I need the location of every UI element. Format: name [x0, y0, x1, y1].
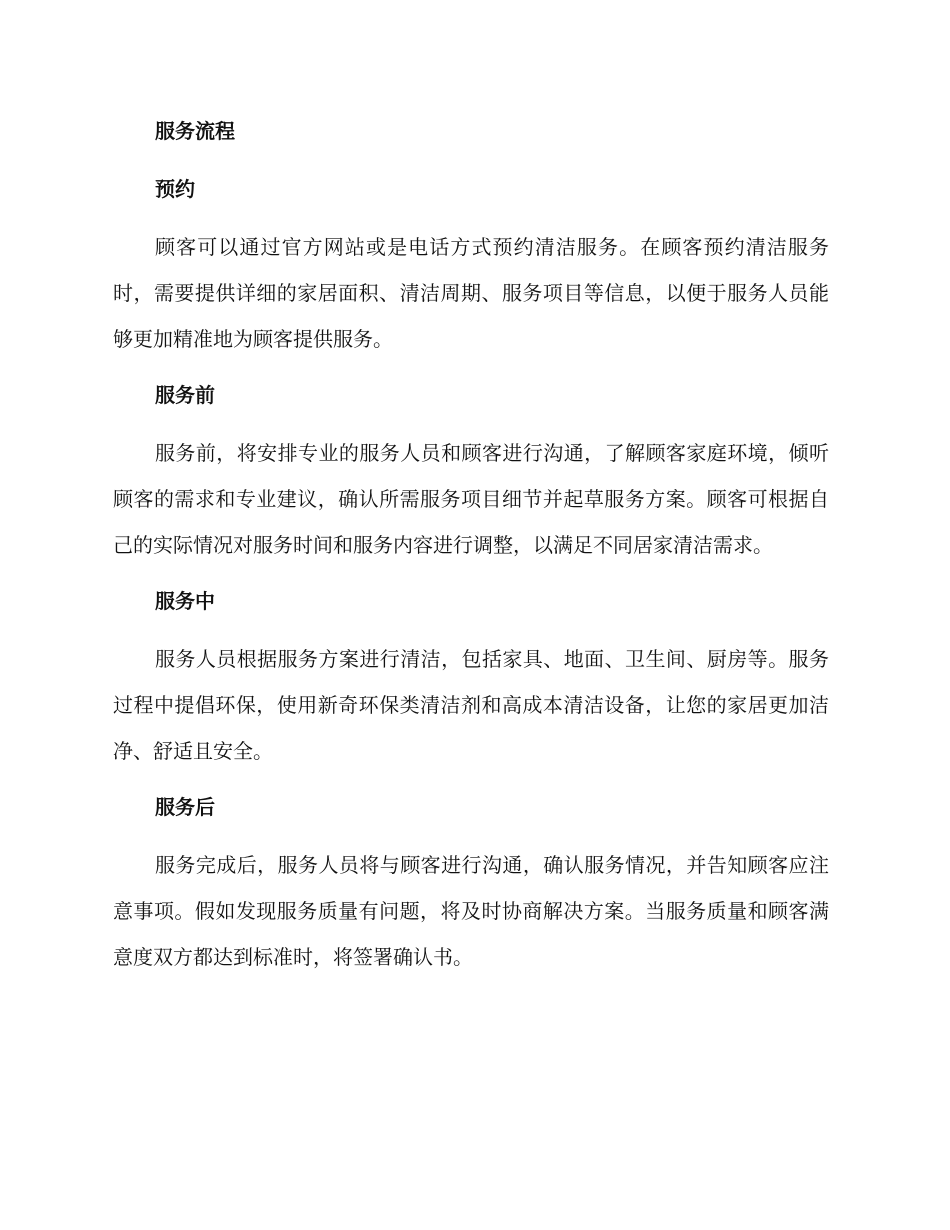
document-title: 服务流程: [155, 119, 235, 143]
section-text-during-service: 服务人员根据服务方案进行清洁，包括家具、地面、卫生间、厨房等。服务过程中提倡环保，使用新奇环保类清洁剂和高成本清洁设备，让您的家居更加洁净、舒适且安全。: [113, 647, 829, 763]
section-text-before-service: 服务前，将安排专业的服务人员和顾客进行沟通，了解顾客家庭环境，倾听顾客的需求和专业建议，确认所需服务项目细节并起草服务方案。顾客可根据自己的实际情况对服务时间和服务内容进行调整，以满足不同居家清洁需求。: [113, 441, 829, 557]
section-text-booking: 顾客可以通过官方网站或是电话方式预约清洁服务。在顾客预约清洁服务时，需要提供详细的家居面积、清洁周期、服务项目等信息，以便于服务人员能够更加精准地为顾客提供服务。: [113, 235, 829, 351]
section-heading-after-service: 服务后: [155, 795, 215, 819]
section-heading-booking: 预约: [155, 177, 195, 201]
document-body: [113, 108, 829, 980]
section-heading-during-service: 服务中: [155, 589, 215, 613]
section-text-after-service: 服务完成后，服务人员将与顾客进行沟通，确认服务情况，并告知顾客应注意事项。假如发现服务质量有问题，将及时协商解决方案。当服务质量和顾客满意度双方都达到标准时，将签署确认书。: [113, 853, 829, 969]
section-heading-before-service: 服务前: [155, 383, 215, 407]
